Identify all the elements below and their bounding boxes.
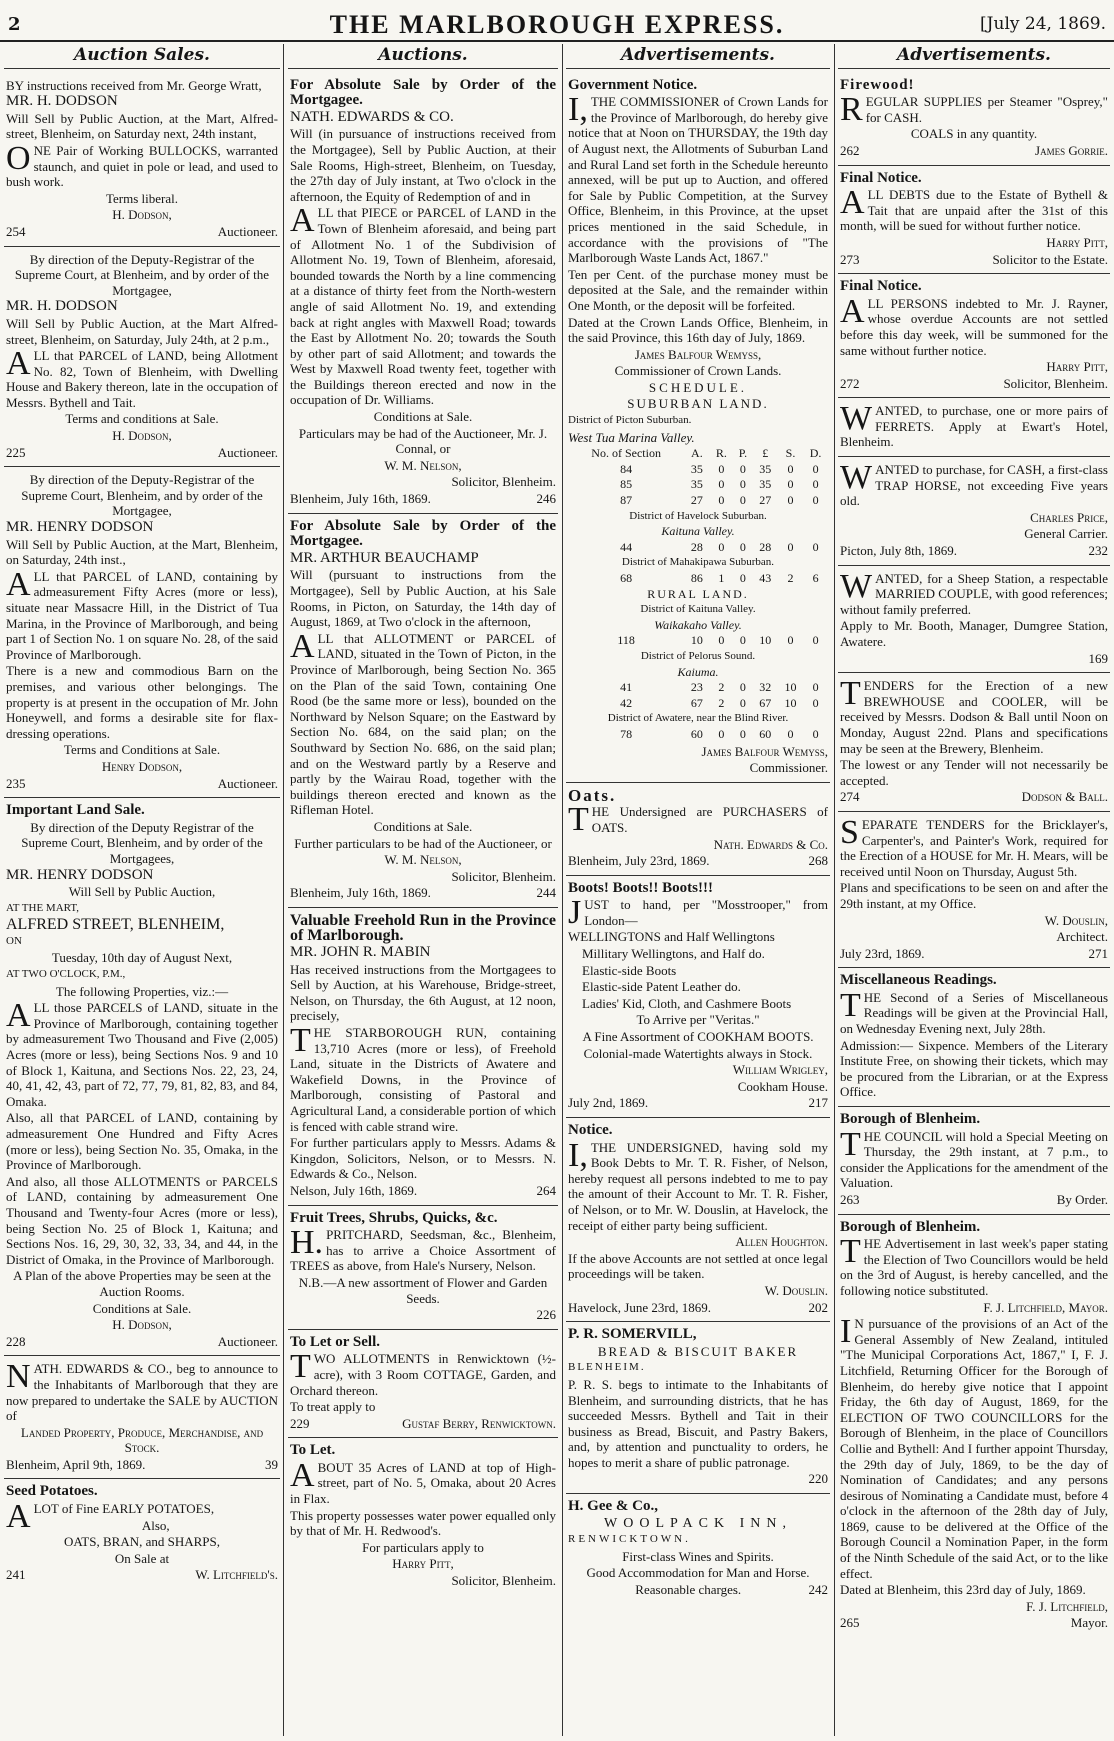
ad-somervill-baker: P. R. SOMERVILL, BREAD & BISCUIT BAKER BLENHEIM. P. R. S. begs to intimate to the Inhabitants of Blenheim, and surrounding districts, that he has succeeded Messrs. Bythell and Tait in their business as Bread, Biscuit, and Pastry Bakers, and, by attention and punctuality to orders, he hopes to merit a share of public patronage. 220 — [566, 1322, 830, 1494]
masthead — [0, 0, 1114, 42]
schedule-cell: 60 — [759, 726, 772, 741]
ad-miscellaneous-readings: Miscellaneous Readings. THE Second of a Series of Miscellaneous Readings will be given at the Provincial Hall, on Wednesday Evening next, July 28th. Admission:— Sixpence. Members of the Literary Institute Free, on showing their tickets, which may be procured from the Librarian, or at the Express Office. — [838, 968, 1110, 1107]
ad-wanted-trap-horse: WANTED to purchase, for CASH, a first-class TRAP HORSE, not exceeding Five years old. Charles Price, General Carrier. Picton, July 8th, 1869. 232 — [838, 457, 1110, 566]
ad-wanted-married-couple: WANTED, for a Sheep Station, a respectable MARRIED COUPLE, with good references; without family preferred. Apply to Mr. Booth, Manager, Dumgree Station, Awatere. 169 — [838, 566, 1110, 674]
ad-to-let: To Let. ABOUT 35 Acres of LAND at top of High-street, part of No. 5, Omaka, about 20 Acres in Flax. This property possesses water power equalled only by that of Mr. H. Redwood's. For particulars apply to Harry Pitt, Solicitor, Blenheim. — [290, 1442, 556, 1589]
schedule-cell: 0 — [812, 461, 819, 476]
schedule-row — [568, 493, 828, 509]
ad-parcel-allotment-82: By direction of the Deputy-Registrar of the Supreme Court, at Blenheim, and by order of the Mortgagee, MR. H. DODSON Will Sell by Public Auction, at the Mart Alfred-street, Blenheim, on Saturday, July 24th, at 2 p.m., ALL that PARCEL of LAND, being Allotment No. 82, Town of Blenheim, with Dwelling House and Bakery thereon, late in the occupation of Messrs. Bythell and Tait. Terms and conditions at Sale. H. Dodson, 225 Auctioneer. — [4, 247, 280, 468]
schedule-cell: 10 — [690, 633, 703, 648]
schedule-cell: 0 — [718, 539, 725, 554]
schedule-cell: 0 — [739, 571, 746, 585]
schedule-cell: 0 — [718, 633, 725, 648]
issue-date: [July 24, 1869. — [980, 14, 1106, 34]
schedule-cell: 68 — [620, 571, 633, 585]
schedule-row — [568, 462, 828, 478]
schedule-cell: 0 — [718, 461, 725, 476]
schedule-cell: 85 — [620, 477, 633, 492]
schedule-cell: 44 — [620, 539, 633, 554]
ad-absolute-sale-beauchamp: For Absolute Sale by Order of the Mortgagee. MR. ARTHUR BEAUCHAMP Will (pursuant to instructions from the Mortgagee), Sell by Public Auction, at his Sale Rooms, in Picton, on Saturday, the 14th day of August, 1869, at Two o'clock in the afternoon, ALL that ALLOTMENT or PARCEL of LAND, situated in the Town of Picton, in the Province of Marlborough, being Section No. 365 on the Plan of the said Town, containing One Rood (be the same more or less), bounded on the Northward by Nelson Square; on the Eastward by Section No. 684, on the said plan; on the Southward by Section No. 686, on the said plan; and on the Westward partly by a Reserve and partly by the Wairau Road, together with the buildings thereon erected and known as the Rifleman Hotel. Conditions at Sale. Further particulars to be had of the Auctioneer, or W. M. Nelson, Solicitor, Blenheim. Blenheim, July 16th, 1869. 244 — [288, 514, 558, 908]
schedule-column-header: No. of Section — [591, 446, 661, 461]
schedule-cell: 1 — [718, 571, 725, 585]
ad-final-notice-rayner: Final Notice. ALL PERSONS indebted to Mr. J. Rayner, whose overdue Accounts are not settled before this day week, will be summoned for the same without further notice. Harry Pitt, 272 Solicitor, Blenheim. — [838, 274, 1110, 398]
schedule-cell: 0 — [787, 539, 794, 554]
column-header: Auctions. — [288, 44, 558, 69]
schedule-row — [568, 540, 828, 556]
schedule-cell: 23 — [690, 680, 703, 695]
schedule-cell: 78 — [620, 726, 633, 741]
ad-firewood: Firewood! REGULAR SUPPLIES per Steamer "Osprey," for CASH. COALS in any quantity. 262 James Gorrie. — [838, 73, 1110, 166]
ad-absolute-sale-edwards: For Absolute Sale by Order of the Mortgagee. NATH. EDWARDS & CO. Will (in pursuance of instructions received from the Mortgagee), Sell by Public Auction, at their Sale Rooms, High-street, Blenheim, on Tuesday, the 27th day of July instant, at Two o'clock in the afternoon, the Equity of Redemption of and in ALL that PIECE or PARCEL of LAND in the Town of Blenheim aforesaid, and being part of Allotment No. 1 of the Subdivision of Allotment No. 19, Town of Blenheim, aforesaid, bounded towards the North by a line commencing at a distance of thirty feet from the North-western angle of said Allotment No. 19, and extending back at right angles with Maxwell Road; towards the East by Allotment No. 20; towards the South by other part of said Allotment; and towards the West by Maxwell Road twenty feet, together with the Buildings thereon erected and now in the occupation of Dr. Williams. Conditions at Sale. Particulars may be had of the Auctioneer, Mr. J. Connal, or W. M. Nelson, Solicitor, Blenheim. Blenheim, July 16th, 1869. 246 — [288, 73, 558, 514]
schedule-cell: 0 — [787, 493, 794, 508]
ad-notice-houghton: Notice. I,THE UNDERSIGNED, having sold my Book Debts to Mr. T. R. Fisher, of Nelson, hereby request all persons indebted to me to pay the amount of their Account to Mr. T. R. Fisher, of Nelson, or to Mr. W. Douslin, at Havelock, the receipt of either party being sufficient. Allen Houghton. If the above Accounts are not settled at once legal proceedings will be taken. W. Douslin. Havelock, June 23rd, 1869. 202 — [566, 1118, 830, 1322]
schedule-row — [568, 477, 828, 493]
schedule-cell: 28 — [690, 539, 703, 554]
schedule-row — [568, 727, 828, 743]
schedule-cell: 0 — [718, 726, 725, 741]
schedule-cell: 6 — [812, 571, 819, 585]
ad-oats: Oats. THE Undersigned are PURCHASERS of OATS. Nath. Edwards & Co. Blenheim, July 23rd, 1869. 268 — [566, 783, 830, 876]
schedule-cell: 2 — [718, 680, 725, 695]
ad-nath-edwards: NATH. EDWARDS & CO., beg to announce to the Inhabitants of Marlborough that they are now prepared to undertake the SALE by AUCTION of Landed Property, Produce, Merchandise, and Stock. Blenheim, April 9th, 1869. 39 — [4, 1356, 280, 1479]
schedule-cell: 0 — [739, 726, 746, 741]
column-header: Auction Sales. — [4, 44, 280, 69]
ad-parcel-fifty-acres: By direction of the Deputy-Registrar of the Supreme Court, Blenheim, and by order of the Mortgagee, MR. HENRY DODSON Will Sell by Public Auction, at the Mart, Blenheim, on Saturday, 24th inst., ALL that PARCEL of LAND, containing by admeasurement Fifty Acres (more or less), situate near Massacre Hill, in the District of Tua Marina, in the Province of Marlborough, and being part 1 of Section No. 1 on square No. 28, of the said Province of Marlborough. There is a new and commodious Barn on the premises, and various other belongings. The property is at present in the occupation of Mr. John Honeywell, and forms a desirable site for flax-dressing operations. Terms and Conditions at Sale. Henry Dodson, 235 Auctioneer. — [4, 467, 280, 798]
ad-borough-council-meeting: Borough of Blenheim. THE COUNCIL will hold a Special Meeting on Thursday, the 29th instant, at 7 p.m., to consider the Applications for the amendment of the Valuation. 263 By Order. — [838, 1107, 1110, 1215]
newspaper-title: THE MARLBOROUGH EXPRESS. — [329, 10, 785, 39]
schedule-cell: 0 — [739, 680, 746, 695]
ad-government-notice: Government Notice. I,THE COMMISSIONER of Crown Lands for the Province of Marlborough, do hereby give notice that at Noon on THURSDAY, the 19th day of August next, the Allotments of Suburban Land and Rural Land set forth in the Schedule hereunto annexed, will be put up to Auction, and offered for Sale by Public Competition, at the Survey Office, Blenheim, in this Province, at the upset prices mentioned in the said Schedule, in accordance with the provisions of "The Marlborough Waste Lands Act, 1867." Ten per Cent. of the purchase money must be deposited at the Sale, and the remainder within One Month, or the deposit will be forfeited. Dated at the Crown Lands Office, Blenheim, in the said Province, this 16th day of July, 1869. James Balfour Wemyss, Commissioner of Crown Lands. SCHEDULE. SUBURBAN LAND. District of Picton Suburban. West Tua Marina Valley. No. of Section A. R. P. £ S. D. 84 35 0 0 35 0 0 85 35 0 0 35 0 0 87 27 0 0 27 0 0 District of Havelock Suburban. Kaituna Valley. 44 28 0 0 28 0 0 District of Mahakipawa Suburban. 68 86 1 0 43 2 6 RURAL LAND. District of Kaituna Valley. Waikakaho Valley. 118 10 0 0 10 0 0 District of Pelorus Sound. Kaiuma. 41 23 2 0 32 10 0 42 67 2 0 67 10 0 District of Awatere, near the Blind River. 78 60 0 0 60 0 0 James Balfour Wemyss, Commissioner. — [566, 73, 830, 783]
ad-bullocks: BY instructions received from Mr. George Wratt, MR. H. DODSON Will Sell by Public Auction, at the Mart, Alfred-street, Blenheim, on Saturday next, 24th instant, ONE Pair of Working BULLOCKS, warranted staunch, and quiet in pole or lead, and used to bush work. Terms liberal. H. Dodson, 254 Auctioneer. — [4, 73, 280, 247]
ad-important-land-sale: Important Land Sale. By direction of the Deputy Registrar of the Supreme Court, Blenheim, and by order of the Mortgagees, MR. HENRY DODSON Will Sell by Public Auction, AT THE MART, ALFRED STREET, BLENHEIM, ON Tuesday, 10th day of August Next, AT TWO O'CLOCK, P.M., The following Properties, viz.:— ALL those PARCELS of LAND, situate in the Province of Marlborough, containing together by admeasurement Two Thousand and Five (2,005) Acres (more or less), being Sections Nos. 9 and 10 of Block 1, Kaituna, and Sections Nos. 22, 23, 24, 40, 41, 42, 43, part of 72, 77, 79, 81, 82, 83, and 84, Omaka. Also, all that PARCEL of LAND, containing by admeasurement One Hundred and Fifty Acres (more or less), being Section No. 35, Omaka, in the Province of Marlborough. And also, all those ALLOTMENTS or PARCELS of LAND, containing by admeasurement One Thousand and Twenty-four Acres (more or less), being Section No. 25 of Block 1, Kaituna; and Sections Nos. 16, 29, 30, 32, 33, 34, and 44, in the District of Omaka, in the Province of Marlborough. A Plan of the above Properties may be seen at the Auction Rooms. Conditions at Sale. H. Dodson, 228 Auctioneer. — [4, 798, 280, 1356]
schedule-cell: 32 — [759, 680, 772, 695]
schedule-cell: 118 — [617, 633, 635, 648]
schedule-cell: 0 — [739, 461, 746, 476]
schedule-cell: 0 — [787, 726, 794, 741]
ad-wanted-ferrets: WANTED, to purchase, one or more pairs of FERRETS. Apply at Ewart's Hotel, Blenheim. — [838, 398, 1110, 457]
schedule-cell: 0 — [812, 477, 819, 492]
schedule-cell: 0 — [787, 633, 794, 648]
column-auction-sales — [4, 44, 280, 1736]
schedule-table: No. of Section A. R. P. £ S. D. 84 35 0 0 35 0 0 85 35 0 0 35 0 0 87 27 0 0 27 0 0 District of Havelock Suburban. Kaituna Valley. 44 28 0 0 28 0 0 District of Mahakipawa Suburban. 68 86 1 0 43 2 6 RURAL LAND. District of Kaituna Valley. Waikakaho Valley. 118 10 0 0 10 0 0 District of Pelorus Sound. Kaiuma. 41 23 2 0 32 10 0 42 67 2 0 67 10 0 District of Awatere, near the Blind River. 78 60 0 0 60 0 0 — [568, 446, 828, 742]
ad-separate-tenders: SEPARATE TENDERS for the Bricklayer's, Carpenter's, and Painter's Work, required for the Erection of a HOUSE for Mr. H. Mears, will be received until Noon on Thursday, August 5th. Plans and specifications to be seen on and after the 29th instant, at my Office. W. Douslin, Architect. July 23rd, 1869. 271 — [838, 812, 1110, 968]
schedule-cell: 0 — [812, 680, 819, 695]
schedule-cell: 27 — [759, 493, 772, 508]
schedule-cell: 84 — [620, 461, 633, 476]
schedule-cell: 0 — [739, 695, 746, 710]
column-auctions — [288, 44, 558, 1736]
ad-fruit-trees: Fruit Trees, Shrubs, Quicks, &c. H.PRITCHARD, Seedsman, &c., Blenheim, has to arrive a Choice Assortment of TREES as above, from Hale's Nursery, Nelson. N.B.—A new assortment of Flower and Garden Seeds. 226 — [288, 1206, 558, 1330]
schedule-cell: 41 — [620, 680, 633, 695]
schedule-cell: 67 — [690, 695, 703, 710]
schedule-cell: 35 — [759, 461, 772, 476]
schedule-cell: 10 — [759, 633, 772, 648]
schedule-cell: 0 — [739, 477, 746, 492]
schedule-cell: 0 — [812, 695, 819, 710]
schedule-cell: 2 — [718, 695, 725, 710]
schedule-column-header: A. — [691, 446, 703, 461]
ad-borough-election: Borough of Blenheim. THE Advertisement in last week's paper stating the Election of Two Councillors would be held on the 3rd of August, is hereby cancelled, and the following notice substituted. F. J. Litchfield, Mayor. IN pursuance of the provisions of an Act of the General Assembly of New Zealand, intituled "The Municipal Corporations Act, 1867," I, F. J. Litchfield, Returning Officer for the Borough of Blenheim, do hereby give notice that I appoint Friday, the 6th day of August, 1869, for the ELECTION OF TWO COUNCILLORS for the Borough of Blenheim, in the place of Councillors Collie and Bythell: And I further appoint Thursday, the 29th day of July, 1869, to be the day of Nomination of Candidates; and any persons desirous of Nominating a Candidate must, before 4 o'clock in the afternoon of the 28th day of July, 1869, cause to be delivered at the Office of the Borough Council a Nomination Paper, in the form of the Ninth Schedule of the said Act, or to the like effect. Dated at Blenheim, this 23rd day of July, 1869. F. J. Litchfield, 265 Mayor. — [840, 1218, 1108, 1631]
schedule-column-header: R. — [715, 446, 727, 461]
schedule-cell: 43 — [759, 571, 772, 585]
schedule-cell: 10 — [784, 695, 797, 710]
schedule-cell: 0 — [812, 539, 819, 554]
schedule-cell: 60 — [690, 726, 703, 741]
schedule-cell: 42 — [620, 695, 633, 710]
schedule-cell: 0 — [739, 539, 746, 554]
schedule-cell: 87 — [620, 493, 633, 508]
schedule-row — [568, 633, 828, 649]
column-rule — [283, 44, 284, 1736]
schedule-column-header: P. — [738, 446, 748, 461]
schedule-cell: 0 — [718, 477, 725, 492]
schedule-cell: 10 — [784, 680, 797, 695]
column-header: Advertisements. — [838, 44, 1110, 69]
schedule-cell: 0 — [739, 633, 746, 648]
ad-woolpack-inn: H. Gee & Co., WOOLPACK INN, RENWICKTOWN. First-class Wines and Spirits. Good Accommodation for Man and Horse. Reasonable charges. 242 — [568, 1498, 828, 1598]
column-rule — [834, 44, 835, 1736]
schedule-cell: 2 — [787, 571, 794, 585]
schedule-cell: 0 — [812, 493, 819, 508]
ad-to-let-or-sell: To Let or Sell. TWO ALLOTMENTS in Renwicktown (½-acre), with 3 Room COTTAGE, Garden, and Orchard thereon. To treat apply to 229 Gustaf Berry, Renwicktown. — [288, 1330, 558, 1439]
schedule-cell: 35 — [690, 461, 703, 476]
ad-freehold-run: Valuable Freehold Run in the Province of Marlborough. MR. JOHN R. MABIN Has received instructions from the Mortgagees to Sell by Auction, at his Warehouse, Bridge-street, Nelson, on Thursday, the 6th August, at 12 noon, precisely, THE STARBOROUGH RUN, containing 13,710 Acres (more or less), of Freehold Land, situate in the Districts of Awatere and Wakefield Downs, in the Province of Marlborough, consisting of Pastoral and Agricultural Land, a considerable portion of which is fenced with cable strand wire. For further particulars apply to Messrs. Adams & Kingdon, Solicitors, Nelson, or to Messrs. N. Edwards & Co., Nelson. Nelson, July 16th, 1869. 264 — [288, 908, 558, 1206]
schedule-row — [568, 680, 828, 696]
schedule-cell: 0 — [718, 493, 725, 508]
schedule-cell: 0 — [787, 477, 794, 492]
schedule-cell: 0 — [812, 633, 819, 648]
column-advertisements-2 — [838, 44, 1110, 1736]
schedule-row — [568, 571, 828, 587]
schedule-cell: 86 — [690, 571, 703, 585]
schedule-cell: 0 — [787, 461, 794, 476]
ad-boots: Boots! Boots!! Boots!!! JUST to hand, per "Mosstrooper," from London— WELLINGTONS and Half Wellingtons Millitary Wellingtons, and Half do. Elastic-side Boots Elastic-side Patent Leather do. Ladies' Kid, Cloth, and Cashmere Boots To Arrive per "Veritas." A Fine Assortment of COOKHAM BOOTS. Colonial-made Watertights always in Stock. William Wrigley, Cookham House. July 2nd, 1869. 217 — [566, 876, 830, 1118]
schedule-column-header: £ — [762, 446, 769, 461]
schedule-cell: 27 — [690, 493, 703, 508]
column-advertisements-1 — [566, 44, 830, 1736]
schedule-cell: 35 — [759, 477, 772, 492]
page-number: 2 — [8, 14, 21, 35]
schedule-cell: 67 — [759, 695, 772, 710]
column-header: Advertisements. — [566, 44, 830, 69]
ad-tenders-brewhouse: TENDERS for the Erection of a new BREWHOUSE and COOLER, will be received by Messrs. Dodson & Ball until Noon on Monday, August 22nd. Plans and specifications may be seen at the Brewery, Blenheim. The lowest or any Tender will not necessarily be accepted. 274 Dodson & Ball. — [838, 673, 1110, 812]
schedule-cell: 28 — [759, 539, 772, 554]
schedule-cell: 0 — [812, 726, 819, 741]
schedule-cell: 35 — [690, 477, 703, 492]
schedule-row — [568, 696, 828, 712]
schedule-cell: 0 — [739, 493, 746, 508]
schedule-column-header: S. — [785, 446, 796, 461]
schedule-column-header: D. — [809, 446, 822, 461]
ad-seed-potatoes: Seed Potatoes. ALOT of Fine EARLY POTATOES, Also, OATS, BRAN, and SHARPS, On Sale at 241 W. Litchfield's. — [6, 1483, 278, 1583]
column-rule — [562, 44, 563, 1736]
ad-final-notice-bythell: Final Notice. ALL DEBTS due to the Estate of Bythell & Tait that are unpaid after the 31st of this month, will be sued for without further notice. Harry Pitt, 273 Solicitor to the Estate. — [838, 166, 1110, 275]
